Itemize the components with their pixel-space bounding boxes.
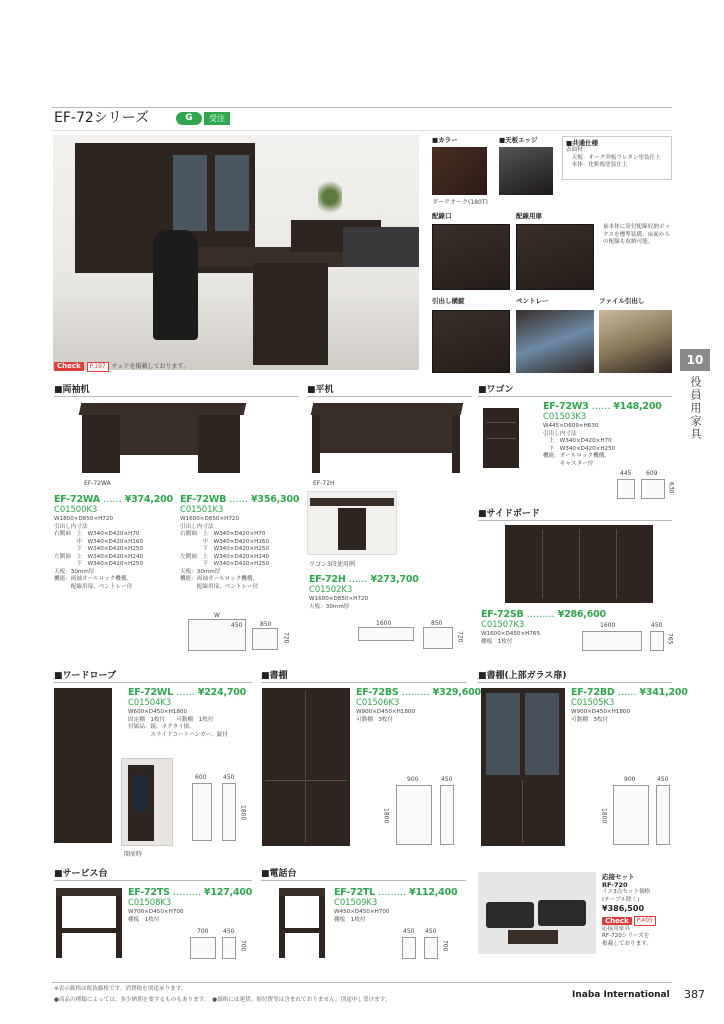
section-rule bbox=[54, 880, 252, 881]
bd-dim-900: 900 bbox=[624, 776, 636, 783]
wa-model-line: EF-72WA …… ¥374,200 bbox=[54, 494, 173, 505]
wardrobe-open-photo bbox=[121, 758, 173, 846]
feature-lock-photo bbox=[432, 310, 510, 373]
desk-h-caption: EF-72H bbox=[313, 480, 335, 487]
bookshelf-split bbox=[265, 780, 347, 781]
reception-title: 応接セット bbox=[602, 873, 635, 881]
color-swatch bbox=[432, 147, 487, 195]
feature-lock-title: 引出し横錠 bbox=[432, 297, 465, 305]
feature-file-drawer-title: ファイル引出し bbox=[599, 297, 645, 305]
sofa bbox=[538, 900, 586, 926]
common-spec-box bbox=[562, 136, 672, 180]
h-dim-1600: 1600 bbox=[376, 620, 392, 627]
reception-model: RF-720 bbox=[602, 881, 628, 890]
wl-dim-front bbox=[192, 783, 212, 841]
w3-spec: W445×D609×H630 引出し内寸法 上 W340×D420×H70 下 W340×D420×H250 機能：オールロック機構、 キャスター付 bbox=[543, 423, 616, 467]
wardrobe-coat bbox=[133, 775, 147, 811]
footer-page-number: 387 bbox=[684, 988, 705, 1001]
wl-dim-450: 450 bbox=[223, 774, 235, 781]
coffee-table bbox=[508, 930, 558, 944]
desk-left-pedestal bbox=[82, 415, 120, 473]
tl-dim-front bbox=[402, 937, 416, 959]
side-tab-label: 役員用家具 bbox=[689, 376, 702, 441]
desk-wa-caption: EF-72WA bbox=[84, 480, 111, 487]
green-g-badge: G bbox=[176, 112, 202, 125]
feature-pen-tray-photo bbox=[516, 310, 594, 373]
wl-dim-1800: 1800 bbox=[239, 805, 247, 821]
section-wagon: ■ワゴン bbox=[478, 385, 514, 395]
check-note: チェアを掲載しております。 bbox=[111, 363, 190, 370]
w3-dim-630: 630 bbox=[667, 482, 675, 494]
hero-sofa bbox=[343, 227, 419, 267]
tl-model-line: EF-72TL ……… ¥112,400 bbox=[334, 887, 458, 898]
reception-price: ¥386,500 bbox=[602, 904, 645, 914]
service-table-image bbox=[56, 888, 122, 958]
section-rule bbox=[261, 880, 466, 881]
wagon-unit bbox=[338, 508, 366, 550]
reception-info bbox=[602, 873, 674, 948]
edge-title: ■天板エッジ bbox=[499, 136, 538, 144]
reception-desc: イス3点セット価格 (テーブル除く) bbox=[602, 889, 651, 903]
feature-wiring-door-title: 配線用扉 bbox=[516, 212, 542, 220]
tl-dim-450: 450 bbox=[403, 928, 415, 935]
sideboard-door-line bbox=[542, 529, 543, 599]
hero-glass-door bbox=[171, 153, 209, 233]
sideboard-image bbox=[505, 525, 653, 603]
wardrobe-open-caption: 開扉時 bbox=[124, 851, 143, 858]
bs-dim-side bbox=[440, 785, 454, 845]
phone-table-image bbox=[279, 888, 325, 958]
color-swatch-name: ダークオーク(180T) bbox=[432, 199, 488, 206]
desk-h-image bbox=[312, 403, 462, 473]
sb-dim-1600: 1600 bbox=[600, 622, 616, 629]
table-leg bbox=[319, 896, 325, 958]
desk-h-wagon-caption: ワゴン3段使用例 bbox=[309, 561, 355, 568]
hero-check bbox=[54, 362, 189, 372]
wa-dim-w: W bbox=[214, 612, 220, 619]
bd-model-line: EF-72BD …… ¥341,200 bbox=[571, 687, 688, 698]
bookshelf-split bbox=[305, 691, 306, 843]
sb-model-line: EF-72SB ……… ¥286,600 bbox=[481, 609, 606, 620]
table-shelf bbox=[62, 928, 116, 933]
ts-dim-700h: 700 bbox=[239, 940, 247, 952]
bs-dim-900: 900 bbox=[407, 776, 419, 783]
wb-spec: W1600×D850×H720 引出し内寸法 右側袖 上 W340×D420×H70 中 W340×D420×H160 下 W340×D420×H250 左側袖 上 W340×D420×H240 下 W340×D420×H250 天板：30mm厚 機能：両袖オールロック機構、 配線用扉、ペントレー付 bbox=[180, 516, 270, 590]
desk-h-wagon-photo bbox=[307, 491, 397, 555]
desk-modesty bbox=[120, 415, 198, 455]
sideboard-door-line bbox=[616, 529, 617, 599]
tl-dim-side bbox=[424, 937, 438, 959]
ts-dim-450: 450 bbox=[223, 928, 235, 935]
ts-dim-front bbox=[190, 937, 216, 959]
tl-spec: W450×D450×H700 棚板 1枚付 bbox=[334, 909, 390, 923]
feature-wiring-note: 袖本体に扉付配線収納ボックスを標準装備。床面からの配線も収納可能。 bbox=[603, 224, 671, 246]
ts-spec: W700×D450×H700 棚板 1枚付 bbox=[128, 909, 184, 923]
wl-dim-600: 600 bbox=[195, 774, 207, 781]
table-leg bbox=[56, 896, 62, 958]
section-bookshelf-glass: ■書棚(上部ガラス扉) bbox=[478, 671, 567, 681]
hero-drawer-unit bbox=[253, 263, 328, 365]
table-top bbox=[279, 888, 325, 896]
hero-chair bbox=[153, 230, 198, 340]
ts-dim-side bbox=[222, 937, 236, 959]
bd-dim-side bbox=[656, 785, 670, 845]
common-spec-title: ■共通仕様 bbox=[566, 139, 599, 147]
section-bookshelf: ■書棚 bbox=[261, 671, 288, 681]
wa-dim-side bbox=[252, 628, 278, 650]
order-badge: 受注 bbox=[204, 112, 230, 125]
w3-code: C01503K3 bbox=[543, 412, 587, 422]
tl-dim-450b: 450 bbox=[425, 928, 437, 935]
table-leg bbox=[116, 896, 122, 958]
bs-spec: W900×D450×H1800 可動棚 3枚付 bbox=[356, 709, 416, 723]
hero-photo bbox=[53, 135, 419, 370]
wagon-drawer-line bbox=[486, 438, 516, 439]
desk-wa-image bbox=[80, 403, 245, 473]
header-rule bbox=[52, 107, 672, 108]
h-dim-850: 850 bbox=[431, 620, 443, 627]
w3-dim-side bbox=[641, 479, 665, 499]
footer-rule bbox=[52, 982, 672, 983]
sofa bbox=[486, 902, 534, 928]
reception-photo bbox=[478, 872, 596, 954]
table-top bbox=[56, 888, 122, 896]
h-spec: W1600×D850×H720 天板：30mm厚 bbox=[309, 596, 369, 610]
wa-dim-720: 720 bbox=[282, 632, 290, 644]
check-label: Check bbox=[54, 362, 84, 371]
bd-spec: W900×D450×H1800 可動棚 3枚付 bbox=[571, 709, 631, 723]
hero-glass-door bbox=[213, 153, 251, 233]
wa-dim-450: 450 bbox=[231, 622, 243, 629]
wb-model-line: EF-72WB …… ¥356,300 bbox=[180, 494, 300, 505]
footer-note-2: ●商品の種類によっては、多少納期を要するものもあります。 ●価格には運賃、据付費等は含まれておりません。別途申し受けます。 bbox=[54, 997, 391, 1003]
wl-model-line: EF-72WL …… ¥224,700 bbox=[128, 687, 247, 698]
glass-door-left bbox=[486, 693, 520, 775]
bd-dim-1800: 1800 bbox=[600, 808, 608, 824]
section-rule bbox=[54, 396, 299, 397]
bs-model-line: EF-72BS ……… ¥329,600 bbox=[356, 687, 481, 698]
desk-top bbox=[310, 498, 394, 506]
sb-spec: W1600×D450×H765 棚板 1枚付 bbox=[481, 631, 541, 645]
table-leg bbox=[279, 896, 285, 958]
desk-modesty bbox=[320, 415, 452, 453]
bs-dim-1800: 1800 bbox=[382, 808, 390, 824]
w3-dim-445: 445 bbox=[620, 470, 632, 477]
bs-dim-450: 450 bbox=[441, 776, 453, 783]
section-rule bbox=[478, 520, 672, 521]
wa-dim-850: 850 bbox=[260, 621, 272, 628]
reception-check-label: Check bbox=[602, 917, 632, 926]
feature-wiring-port-photo bbox=[432, 224, 510, 290]
bookshelf-bd-image bbox=[481, 688, 565, 846]
bd-code: C01505K3 bbox=[571, 698, 615, 708]
h-dim-720: 720 bbox=[456, 631, 464, 643]
hero-plant bbox=[318, 177, 342, 217]
wardrobe-image bbox=[54, 688, 112, 843]
bd-dim-front bbox=[613, 785, 649, 845]
w3-dim-609: 609 bbox=[646, 470, 658, 477]
sideboard-door-line bbox=[579, 529, 580, 599]
desk-top bbox=[79, 403, 247, 415]
h-dim-side bbox=[423, 627, 453, 649]
section-rule bbox=[261, 682, 466, 683]
desk-left-leg bbox=[312, 415, 320, 473]
ts-model-line: EF-72TS ……… ¥127,400 bbox=[128, 887, 253, 898]
table-shelf bbox=[285, 928, 319, 933]
section-service: ■サービス台 bbox=[54, 869, 108, 879]
h-dim-drawing bbox=[358, 627, 414, 641]
sb-dim-side bbox=[650, 631, 664, 651]
reception-check bbox=[602, 916, 674, 926]
footer-note-1: ※表示価格は税抜価格です。消費税を別途承ります。 bbox=[54, 986, 187, 992]
common-spec-line: 表面材： bbox=[566, 147, 589, 154]
bookshelf-split bbox=[522, 780, 523, 843]
wl-dim-side bbox=[222, 783, 236, 841]
wb-code: C01501K3 bbox=[180, 505, 224, 515]
w3-dim-front bbox=[617, 479, 635, 499]
common-spec-line: 天板：オーク突板ウレタン塗装仕上 bbox=[566, 154, 661, 161]
reception-note: 応接用家具 RF-720シリーズを 掲載しております。 bbox=[602, 925, 652, 947]
wagon-drawer-line bbox=[486, 422, 516, 423]
wl-code: C01504K3 bbox=[128, 698, 172, 708]
glass-door-right bbox=[525, 693, 559, 775]
feature-pen-tray-title: ペントレー bbox=[516, 297, 549, 305]
section-rule bbox=[307, 396, 472, 397]
page-title: EF-72シリーズ bbox=[54, 110, 150, 126]
sb-dim-765: 765 bbox=[666, 633, 674, 645]
feature-wiring-door-photo bbox=[516, 224, 594, 290]
side-tab-number: 10 bbox=[680, 349, 710, 371]
section-rule bbox=[478, 682, 672, 683]
bd-dim-450: 450 bbox=[657, 776, 669, 783]
color-title: ■カラー bbox=[432, 136, 458, 144]
desk-top bbox=[311, 403, 464, 415]
tl-dim-700: 700 bbox=[441, 940, 449, 952]
bs-code: C01506K3 bbox=[356, 698, 400, 708]
w3-model-line: EF-72W3 …… ¥148,200 bbox=[543, 401, 662, 412]
section-wardrobe: ■ワードローブ bbox=[54, 671, 117, 681]
feature-wiring-port-title: 配線口 bbox=[432, 212, 452, 220]
section-rule bbox=[54, 682, 252, 683]
section-rule bbox=[478, 396, 672, 397]
ts-dim-700: 700 bbox=[197, 928, 209, 935]
section-sideboard: ■サイドボード bbox=[478, 509, 540, 519]
sb-code: C01507K3 bbox=[481, 620, 525, 630]
check-page[interactable]: P.197 bbox=[87, 362, 109, 372]
feature-file-drawer-photo bbox=[599, 310, 672, 373]
section-hiraduke: ■平机 bbox=[307, 385, 334, 395]
wl-spec: W600×D450×H1800 固定棚 1枚付 可動棚 1枚付 付属品：鏡、ネクタイ掛、 スライドコートハンガー、錠付 bbox=[128, 709, 228, 738]
desk-right-leg bbox=[452, 415, 460, 473]
bookshelf-bs-image bbox=[262, 688, 350, 846]
wagon-w3-image bbox=[483, 408, 519, 468]
common-spec-line: 本体：化粧板塗装仕上 bbox=[566, 162, 628, 169]
wa-spec: W1800×D850×H720 引出し内寸法 右側袖 上 W340×D420×H70 中 W340×D420×H160 下 W340×D420×H250 左側袖 上 W340×D420×H240 下 W340×D420×H250 天板：30mm厚 機能：両袖オールロック機構、 配線用扉、ペントレー付 bbox=[54, 516, 144, 590]
section-ryosode: ■両袖机 bbox=[54, 385, 90, 395]
reception-check-page[interactable]: P.405 bbox=[634, 916, 656, 926]
title-underline bbox=[52, 130, 672, 131]
sb-dim-front bbox=[582, 631, 642, 651]
wa-code: C01500K3 bbox=[54, 505, 98, 515]
h-code: C01502K3 bbox=[309, 585, 353, 595]
desk-right-pedestal bbox=[198, 415, 240, 473]
section-phone: ■電話台 bbox=[261, 869, 297, 879]
sb-dim-450: 450 bbox=[651, 622, 663, 629]
ts-code: C01508K3 bbox=[128, 898, 172, 908]
bs-dim-front bbox=[396, 785, 432, 845]
footer-brand: Inaba International bbox=[572, 990, 670, 1000]
tl-code: C01509K3 bbox=[334, 898, 378, 908]
edge-photo bbox=[499, 147, 553, 195]
h-model-line: EF-72H …… ¥273,700 bbox=[309, 574, 419, 585]
